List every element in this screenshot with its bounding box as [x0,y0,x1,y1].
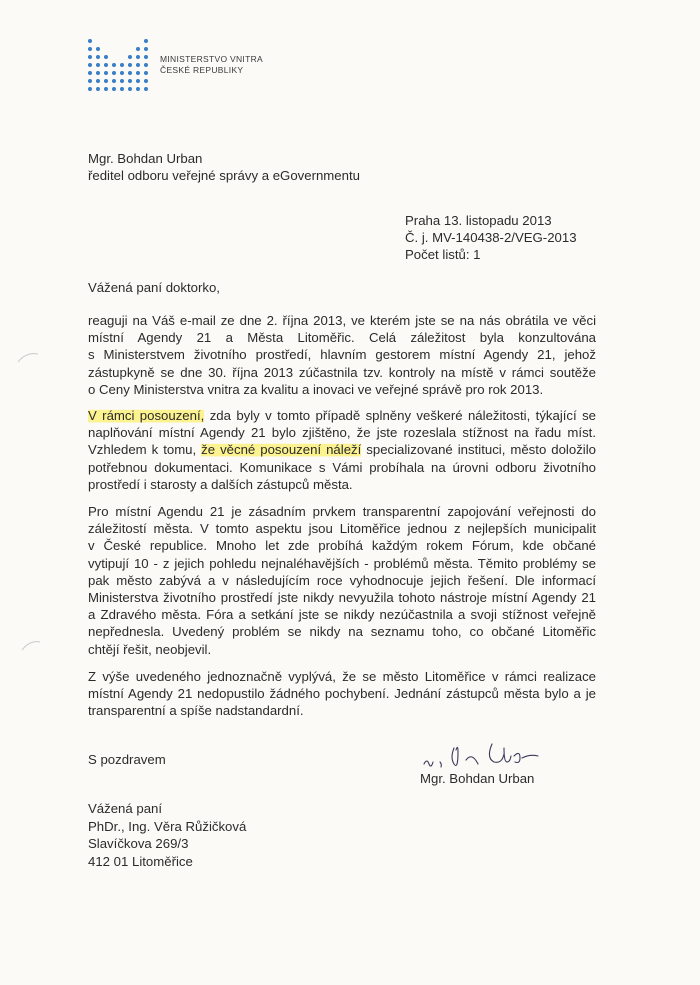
letter-meta [405,212,577,263]
scan-mark [16,352,40,364]
page-count: Počet listů: 1 [405,247,481,262]
paragraph-line: Ministerstva životního prostředí jste nikdy nevyužila tohoto nástroje místní Agendy 21 [88,590,596,606]
sender-name: Mgr. Bohdan Urban [88,151,203,166]
paragraph-line: Z výše uvedeného jednoznačně vyplývá, že se město Litoměřice v rámci realizace [88,669,596,684]
recipient-greeting: Vážená paní [88,801,163,816]
paragraph-line: s Ministerstvem životního prostředí, hlavním gestorem místní Agendy 21, jehož [88,347,596,363]
signature-name: Mgr. Bohdan Urban [420,771,535,786]
paragraph-line: vytipují 10 - z jejich pohledu nejnaléhavějších - problémů města. Těmito problémy se [88,555,596,571]
paragraph-line: Pro místní Agendu 21 je zásadním prvkem transparentní zapojování veřejnosti do [88,504,596,519]
ministry-name-line2: ČESKÉ REPUBLIKY [160,65,244,75]
paragraph-3 [88,503,596,658]
handwritten-signature [418,738,548,774]
recipient-name: PhDr., Ing. Věra Růžičková [88,818,247,834]
paragraph-line: V rámci posouzení, zda byly v tomto případě splněny veškeré náležitosti, týkající se [88,408,596,423]
reference-number: Č. j. MV-140438-2/VEG-2013 [405,230,577,245]
sender-title: ředitel odboru veřejné správy a eGovernmentu [88,168,360,183]
paragraph-line: potřebnou dokumentaci. Komunikace s Vámi probíhala na úrovni odboru životního [88,459,596,475]
paragraph-line: prostředí i starosty a dalších zástupců města. [88,476,353,492]
paragraph-2 [88,407,596,493]
ministry-logo-icon [86,37,150,91]
paragraph-line: v České republice. Mnoho let zde probíhá každým rokem Fórum, kde občané [88,538,596,554]
sender-block [88,150,360,184]
ministry-logo [86,37,286,93]
ministry-name-line1: MINISTERSTVO VNITRA [160,54,263,64]
paragraph-line: místní Agendy 21 nedopustilo žádného pochybení. Jednání zástupců města bylo a je [88,686,596,702]
highlighted-text: že věcné posouzení náleží [201,442,362,458]
paragraph-line: místní Agendy 21 a Města Litoměřic. Celá záležitost byla konzultována [88,330,596,346]
highlighted-text: V rámci posouzení, [88,408,205,423]
paragraph-line: chtějí řešit, neobjevil. [88,641,212,657]
paragraph-line: Vzhledem k tomu, že věcné posouzení náleží specializované instituci, město doložilo [88,442,596,458]
paragraph-line: reaguji na Váš e-mail ze dne 2. října 2013, ve kterém jste se na nás obrátila ve věci [88,313,596,328]
ministry-name [160,54,263,76]
paragraph-4 [88,668,596,720]
place-date: Praha 13. listopadu 2013 [405,213,552,228]
recipient-city: 412 01 Litoměřice [88,853,193,869]
paragraph-1 [88,312,596,398]
paragraph-line: a Zdravého města. Fóra a setkání jste se nikdy nezúčastnila a svoji stížnost veřejně [88,607,596,623]
scan-mark [20,640,42,652]
paragraph-line: záležitostí města. V tomto aspektu jsou Litoměřice jednou z nejlepších municipalit [88,521,596,537]
paragraph-line: naplňování místní Agendy 21 bylo zjištěno, že jste rozeslala stížnost na řadu míst. [88,425,596,441]
paragraph-line: pak město zabývá a v následujícím roce vyhodnocuje jejich řešení. Dle informací [88,572,596,588]
closing: S pozdravem [88,752,166,767]
recipient-address [88,800,246,870]
paragraph-line: nepřednesla. Uvedený problém se nikdy na seznamu toho, co občané Litoměřic [88,624,596,640]
paragraph-line: transparentní a spíše nadstandardní. [88,703,304,719]
recipient-street: Slavíčkova 269/3 [88,836,189,851]
paragraph-line: o Ceny Ministerstva vnitra za kvalitu a inovaci ve veřejné správě pro rok 2013. [88,381,544,397]
salutation: Vážená paní doktorko, [88,280,220,295]
paragraph-line: zástupkyně se dne 30. října 2013 zúčastnila tzv. kontroly na místě v rámci soutěže [88,364,596,380]
